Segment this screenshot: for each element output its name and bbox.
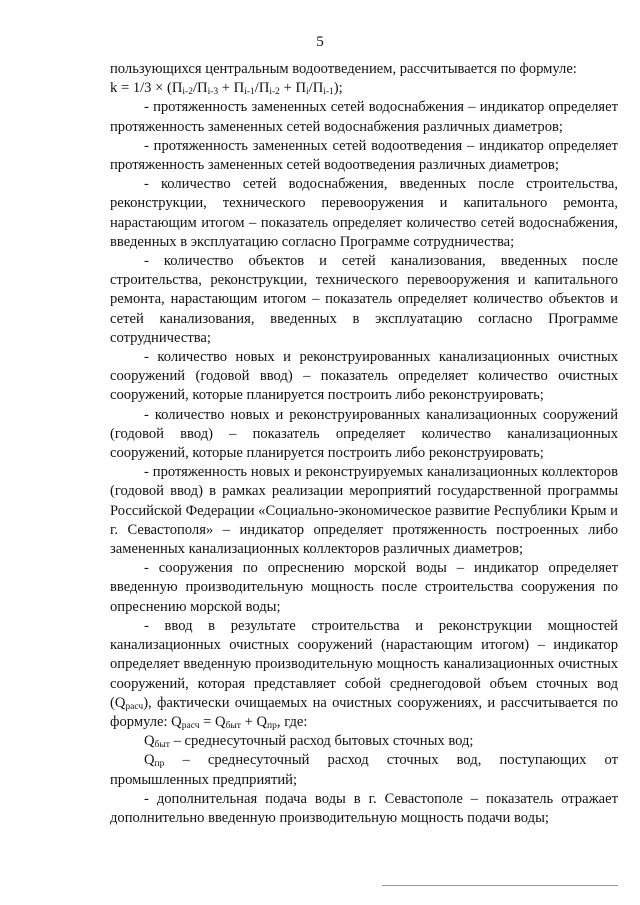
paragraph: - дополнительная подача воды в г. Севастополе – показатель отражает дополнительно введенную производительную мощность подачи воды; (110, 790, 618, 826)
definition-q-byt: $Q_{быт}$ – среднесуточный расход бытовых сточных вод; (144, 733, 474, 751)
paragraph: - протяженность новых и реконструируемых канализационных коллекторов (годовой ввод) в рамках реализации мероприятий государственной программы Российской Федерации «Социально-экономическое развитие Республики Крым и г. Севастополя» – индикатор определяет протяженность построенных либо замененных канализационных коллекторов различных диаметров; (110, 464, 618, 558)
paragraph: - количество сетей водоснабжения, введенных после строительства, реконструкции, технического перевооружения и капитального ремонта, нарастающим итогом – показатель определяет количество сетей водоснабжения, введенных в эксплуатацию согласно Программе сотрудничества; (110, 176, 618, 250)
paragraph: - количество новых и реконструированных канализационных сооружений (годовой ввод) – показатель определяет количество канализационных сооружений, которые планируется построить либо реконструировать; (110, 406, 618, 462)
definition-q-pr: $Q_{пр}$ – среднесуточный расход сточных вод, поступающих от промышленных предприятий; (110, 752, 618, 788)
paragraph: пользующихся центральным водоотведением, рассчитывается по формуле: (110, 61, 577, 77)
paragraph: - количество новых и реконструированных канализационных очистных сооружений (годовой ввод) – показатель определяет количество очистных сооружений, которые планируется построить либо реконструировать; (110, 349, 618, 404)
bottom-rule (382, 885, 618, 886)
paragraph: - ввод в результате строительства и реконструкции мощностей канализационных очистных сооружений (нарастающим итогом) – индикатор определяет введенную производительную мощность канализационных очистных сооружений, которая представляет собой среднегодовой объем сточных вод $(Q_{расч})$, фактически очищаемых на очистных сооружениях, и рассчитывается по формуле: $Q_{расч} = Q_{быт} + Q_{пр}$, где: (110, 617, 618, 731)
paragraph: - сооружения по опреснению морской воды – индикатор определяет введенную производительную мощность после строительства сооружения по опреснению морской воды; (110, 560, 618, 615)
document-body (110, 60, 618, 828)
paragraph: - протяженность замененных сетей водоотведения – индикатор определяет протяженность замененных сетей водоотведения различных диаметров; (110, 137, 618, 174)
page-number: 5 (316, 34, 324, 50)
formula-k: $k = 1/3 \times (П_{i-2}/П_{i-3} + П_{i-1}/П_{i-2} + П_i/П_{i-1})$; (110, 80, 343, 98)
paragraph: - количество объектов и сетей канализования, введенных после строительства, реконструкции, технического перевооружения и капитального ремонта, нарастающим итогом – показатель определяет количество объектов и сетей канализования, введенных в эксплуатацию согласно Программе сотрудничества; (110, 253, 618, 346)
paragraph: - протяженность замененных сетей водоснабжения – индикатор определяет протяженность замененных сетей водоснабжения различных диаметров; (110, 99, 618, 135)
